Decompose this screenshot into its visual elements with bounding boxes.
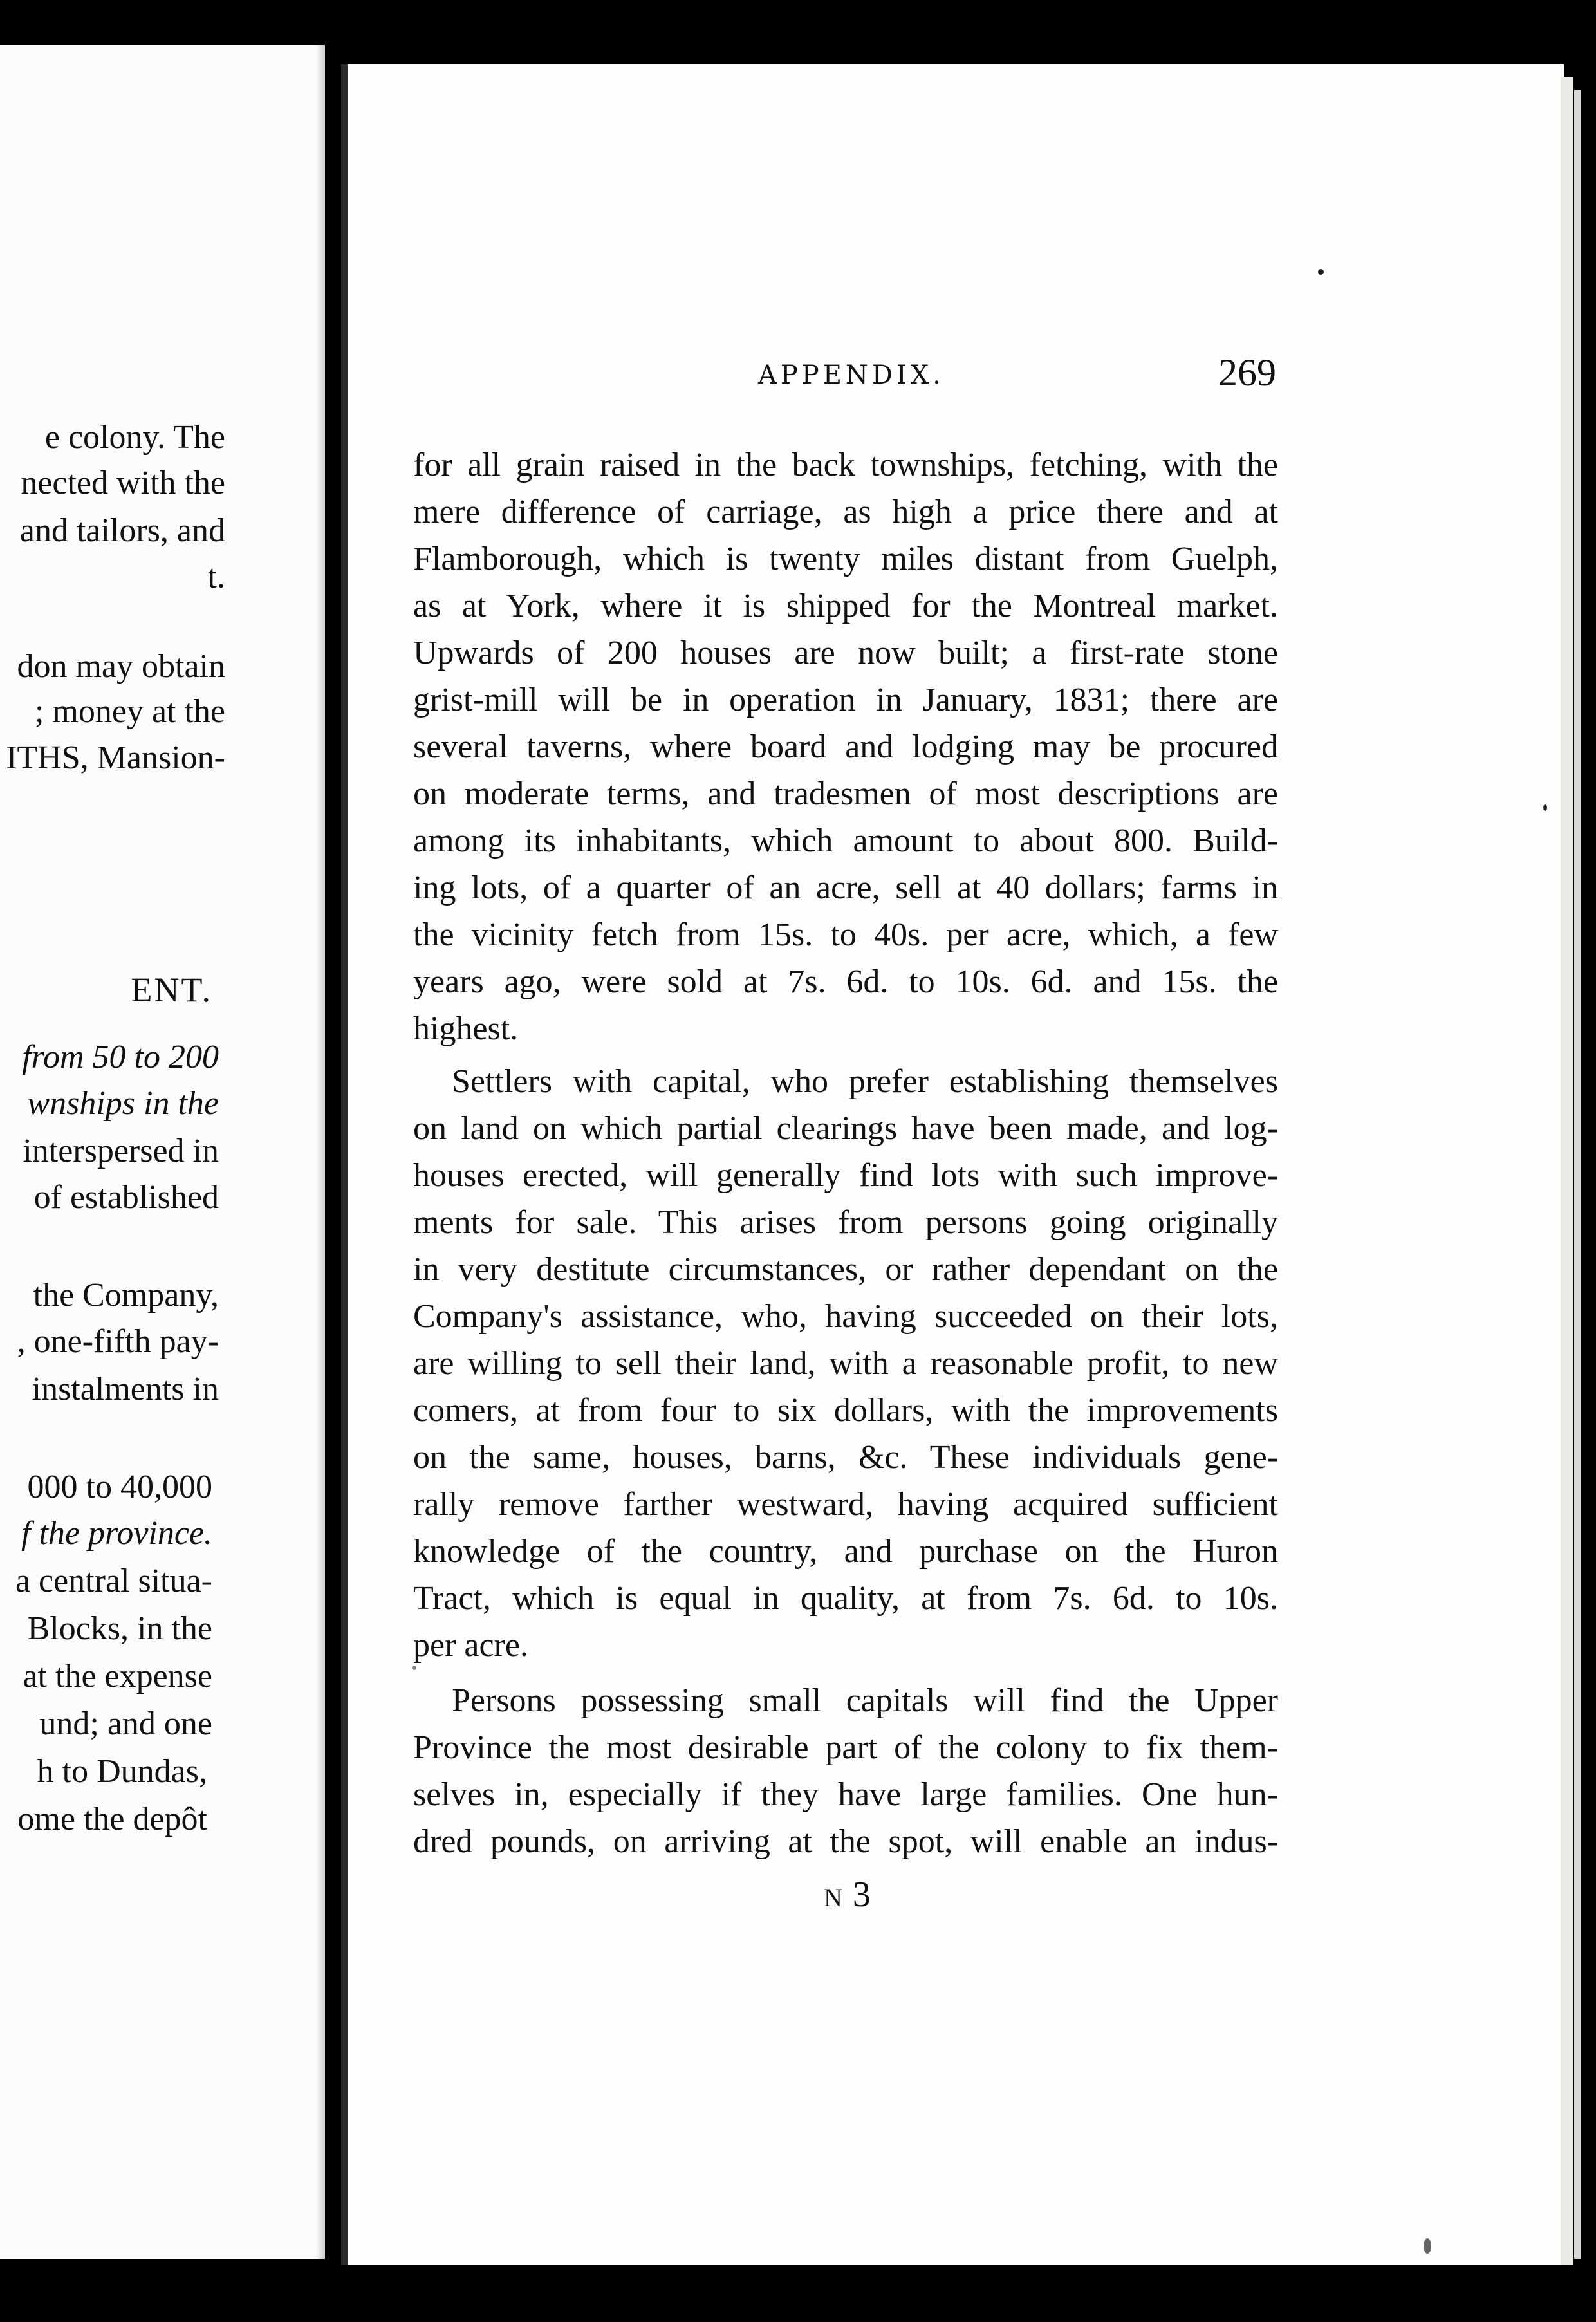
left-line: f the province.: [21, 1515, 212, 1552]
body-line: Tract, which is equal in quality, at from 7s. 6d. to 10s.: [413, 1580, 1278, 1617]
left-line: don may obtain: [17, 648, 225, 685]
body-line: as at York, where it is shipped for the Montreal market.: [413, 588, 1278, 624]
body-line: Settlers with capital, who prefer establishing themselves: [452, 1063, 1278, 1100]
body-line: on the same, houses, barns, &c. These individuals gene-: [413, 1439, 1278, 1476]
left-line: the Company,: [33, 1277, 219, 1314]
left-line: e colony. The: [44, 419, 225, 456]
body-line: Flamborough, which is twenty miles distant from Guelph,: [413, 541, 1278, 577]
left-line: interspersed in: [23, 1133, 219, 1169]
scan-speck: [1543, 804, 1547, 811]
body-line: rally remove farther westward, having acquired sufficient: [413, 1486, 1278, 1523]
signature-mark: [824, 1874, 871, 1915]
body-line: Persons possessing small capitals will find the Upper: [452, 1682, 1278, 1719]
body-line: mere difference of carriage, as high a price there and at: [413, 494, 1278, 530]
body-line: highest.: [413, 1010, 519, 1047]
body-line: houses erected, will generally find lots with such improve-: [413, 1157, 1278, 1194]
left-line: wnships in the: [27, 1085, 219, 1122]
scan-speck: [1318, 269, 1324, 275]
left-line: ITHS, Mansion-: [6, 739, 225, 776]
signature-letter: N: [824, 1883, 844, 1912]
left-line: Blocks, in the: [27, 1610, 212, 1647]
body-line: in very destitute circumstances, or rather dependant on the: [413, 1251, 1278, 1288]
page-edge: [1561, 77, 1573, 2265]
body-line: for all grain raised in the back townships, fetching, with the: [413, 447, 1278, 483]
left-line: instalments in: [32, 1371, 219, 1407]
left-line: , one-fifth pay-: [17, 1323, 219, 1360]
body-line: comers, at from four to six dollars, with the improvements: [413, 1392, 1278, 1429]
body-line: Province the most desirable part of the colony to fix them-: [413, 1729, 1278, 1766]
body-line: are willing to sell their land, with a reasonable profit, to new: [413, 1345, 1278, 1382]
left-heading: ENT.: [131, 971, 212, 1009]
body-line: among its inhabitants, which amount to about 800. Build-: [413, 822, 1278, 859]
running-head: APPENDIX.: [758, 360, 945, 390]
gutter-shadow: [316, 45, 325, 2259]
left-line: at the expense: [23, 1658, 212, 1695]
body-line: years ago, were sold at 7s. 6d. to 10s. 6d. and 15s. the: [413, 963, 1278, 1000]
body-line: Company's assistance, who, having succeeded on their lots,: [413, 1298, 1278, 1335]
body-line: selves in, especially if they have large families. One hun-: [413, 1776, 1278, 1813]
body-line: on land on which partial clearings have been made, and log-: [413, 1110, 1278, 1147]
body-line: per acre.: [413, 1627, 528, 1664]
body-line: the vicinity fetch from 15s. to 40s. per acre, which, a few: [413, 916, 1278, 953]
left-line: 000 to 40,000: [27, 1469, 212, 1505]
body-line: dred pounds, on arriving at the spot, will enable an indus-: [413, 1823, 1278, 1860]
body-line: grist-mill will be in operation in January, 1831; there are: [413, 682, 1278, 718]
left-line: h to Dundas,: [37, 1753, 207, 1790]
body-line: ments for sale. This arises from persons going originally: [413, 1204, 1278, 1241]
body-line: Upwards of 200 houses are now built; a first-rate stone: [413, 635, 1278, 671]
left-line: from 50 to 200: [22, 1039, 219, 1075]
left-line: ; money at the: [34, 693, 225, 730]
left-line: t.: [207, 559, 225, 595]
left-line: nected with the: [21, 465, 225, 501]
signature-number: 3: [852, 1875, 871, 1915]
body-line: several taverns, where board and lodging may be procured: [413, 729, 1278, 765]
scan-speck: [412, 1666, 416, 1670]
page-edge-inner: [1574, 90, 1581, 2259]
body-line: on moderate terms, and tradesmen of most descriptions are: [413, 776, 1278, 812]
gutter-line: [341, 64, 348, 2265]
left-line: of established: [33, 1179, 219, 1216]
left-line: ome the depôt: [17, 1801, 207, 1837]
scan-speck: [1424, 2238, 1431, 2254]
body-line: ing lots, of a quarter of an acre, sell at 40 dollars; farms in: [413, 869, 1278, 906]
page-number: 269: [1218, 351, 1276, 394]
left-line: a central situa-: [15, 1563, 212, 1599]
left-line: und; and one: [39, 1705, 212, 1742]
body-line: knowledge of the country, and purchase on the Huron: [413, 1533, 1278, 1570]
left-line: and tailors, and: [19, 512, 225, 549]
